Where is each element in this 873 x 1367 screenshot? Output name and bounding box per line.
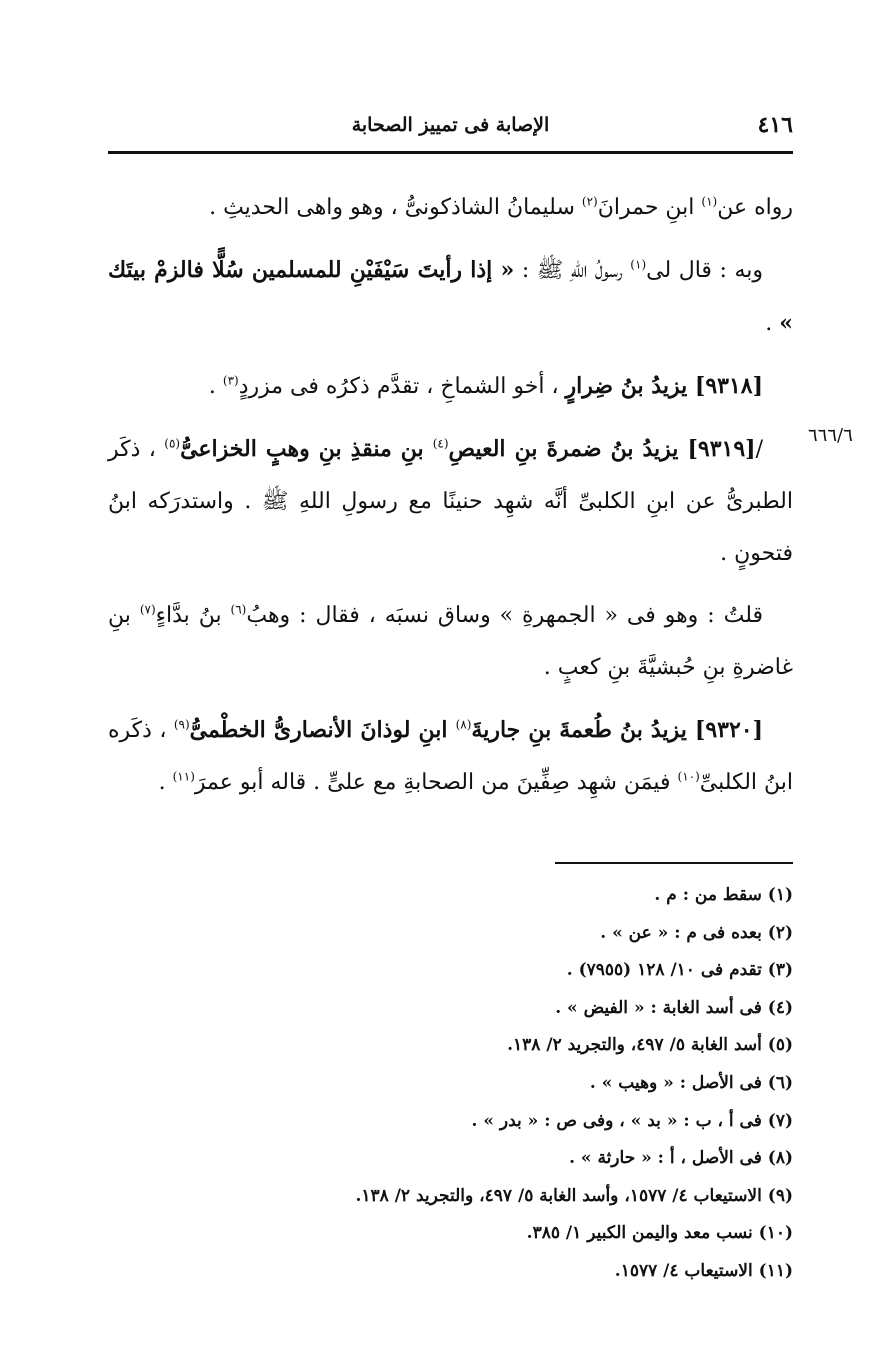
footnote: (١٠) نسب معد واليمن الكبير ١/ ٣٨٥.	[526, 1223, 793, 1244]
paragraph-1	[108, 182, 793, 234]
header-rule	[108, 151, 793, 154]
entry-9319	[108, 423, 793, 580]
entry-name-cont: بنِ منقذِ بنِ وهبٍ الخزاعىُّ	[180, 436, 433, 462]
footnote-ref[interactable]: (١)	[701, 194, 718, 209]
page-header	[108, 112, 793, 142]
footnote: (٨) فى الأصل ، أ : « حارثة » .	[569, 1148, 793, 1169]
entry-name-cont: ابنِ لوذانَ الأنصارىُّ الخطْمىُّ	[189, 717, 456, 743]
text: قلتُ : وهو فى « الجمهرةِ » وساق نسبَه ، فقال : وهبُ	[246, 603, 763, 628]
footnote-rule	[555, 862, 793, 864]
footnote: (٤) فى أسد الغابة : « الفيض » .	[555, 997, 793, 1018]
footnote-ref[interactable]: (٨)	[455, 717, 472, 732]
footnote-ref[interactable]: (١١)	[172, 769, 195, 784]
margin-reference: ٦٦٦/٦	[808, 425, 853, 446]
footnote-ref[interactable]: (٥)	[164, 436, 181, 451]
entry-name: يزيدُ بنُ ضِرارٍ	[565, 373, 695, 399]
text: .	[158, 770, 173, 795]
footnote: (٥) أسد الغابة ٥/ ٤٩٧، والتجريد ٢/ ١٣٨.	[507, 1035, 793, 1056]
entry-name: يزيدُ بنُ ضمرةَ بنِ العيصِ	[448, 436, 688, 462]
text: ابنِ حمرانَ	[597, 195, 702, 220]
page-number: ٤١٦	[757, 112, 793, 138]
text: ، ذكَر الطبرىُّ عن ابنِ الكلبىِّ أنَّه شهِد حنينًا مع رسولِ اللهِ ﷺ . واستدرَكه ابنُ فتحونٍ .	[108, 437, 793, 566]
footnote-ref[interactable]: (٩)	[173, 717, 190, 732]
text: رسولُ اللهِ ﷺ :	[514, 258, 631, 283]
text: ، أخو الشماخِ ، تقدَّم ذكرُه فى مزردٍ	[238, 374, 566, 399]
footnote: (١١) الاستيعاب ٤/ ١٥٧٧.	[614, 1260, 793, 1281]
running-title: الإصابة فى تمييز الصحابة	[351, 114, 550, 136]
paragraph-2	[108, 244, 793, 350]
footnotes	[108, 877, 793, 1291]
entry-9318	[108, 360, 793, 413]
hadith-quote: « إذا رأيتَ سَيْفَيْنِ للمسلمين سُلًّا فالزمْ بيتَك »	[108, 257, 793, 336]
paragraph-3	[108, 590, 793, 694]
footnote: (٢) بعده فى م : « عن » .	[600, 922, 793, 943]
footnote-ref[interactable]: (١)	[630, 257, 647, 272]
page-break-mark: /	[755, 437, 763, 462]
text: .	[765, 311, 780, 336]
footnote-ref[interactable]: (٣)	[222, 373, 239, 388]
text: ، ذكَره ابنُ الكلبىِّ	[108, 718, 793, 795]
entry-number: [٩٣٢٠]	[694, 717, 763, 743]
footnote: (٦) فى الأصل : « وهيب » .	[589, 1072, 793, 1093]
text: وبه : قال لى	[646, 258, 763, 283]
entry-number: [٩٣١٨]	[694, 373, 763, 399]
footnote-ref[interactable]: (٢)	[581, 194, 598, 209]
text: رواه عن	[717, 195, 793, 220]
text: بنُ بدَّاءٍ	[155, 603, 231, 628]
footnote: (٧) فى أ ، ب : « بد » ، وفى ص : « بدر » .	[471, 1110, 793, 1131]
text: سليمانُ الشاذكونىُّ ، وهو واهى الحديثِ .	[209, 195, 582, 220]
entry-9320	[108, 704, 793, 809]
footnote: (٩) الاستيعاب ٤/ ١٥٧٧، وأسد الغابة ٥/ ٤٩٧، والتجريد ٢/ ١٣٨.	[355, 1185, 793, 1206]
footnote-ref[interactable]: (٧)	[139, 602, 156, 617]
footnote-ref[interactable]: (١٠)	[677, 769, 700, 784]
footnote: (٣) تقدم فى ١٠/ ١٢٨ (٧٩٥٥) .	[566, 960, 793, 981]
main-text	[108, 182, 793, 819]
text: بنِ غاضرةِ بنِ حُبشيَّةَ بنِ كعبٍ .	[108, 603, 793, 680]
entry-number: [٩٣١٩]	[687, 436, 756, 462]
text: .	[208, 374, 223, 399]
text: فيمَن شهِد صِفِّينَ من الصحابةِ مع علىٍّ . قاله أبو عمرَ	[194, 770, 678, 795]
footnote: (١) سقط من : م .	[654, 885, 793, 905]
footnote-ref[interactable]: (٤)	[432, 436, 449, 451]
entry-name: يزيدُ بنُ طُعمةَ بنِ جاريةَ	[471, 717, 695, 743]
footnote-ref[interactable]: (٦)	[230, 602, 247, 617]
